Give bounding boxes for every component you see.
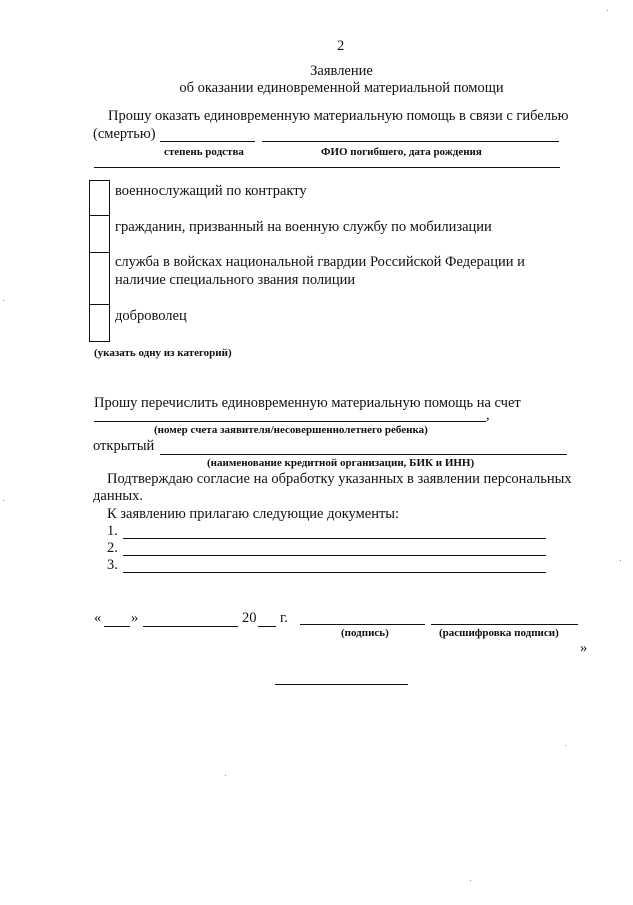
document-item-field-2[interactable] [123, 555, 546, 556]
signature-hint: (подпись) [341, 627, 389, 639]
scan-speck [565, 745, 566, 746]
document-item-number-2: 2. [107, 540, 118, 556]
page-number: 2 [337, 38, 345, 54]
documents-intro: К заявлению прилагаю следующие документы: [107, 506, 400, 522]
bank-details-hint: (наименование кредитной организации, БИК и ИНН) [207, 457, 475, 469]
document-title: Заявление [310, 63, 373, 79]
date-close-quote: » [131, 610, 139, 626]
category-label-volunteer: доброволец [115, 308, 187, 324]
year-field[interactable] [258, 626, 276, 627]
category-checkbox-column [89, 180, 109, 340]
document-item-number-1: 1. [107, 523, 118, 539]
categories-note: (указать одну из категорий) [94, 347, 232, 359]
category-label-mobilized: гражданин, призванный на военную службу по мобилизации [115, 219, 492, 235]
end-of-document-rule [275, 684, 408, 685]
date-open-quote: « [94, 610, 102, 626]
request-text-prefix: (смертью) [93, 126, 156, 142]
consent-text-line2: данных. [93, 488, 143, 504]
category-label-guard-line1: служба в войсках национальной гвардии Российской Федерации и [115, 254, 525, 270]
checkbox-national-guard[interactable] [89, 252, 110, 306]
request-text-line1: Прошу оказать единовременную материальную помощь в связи с гибелью [108, 108, 569, 124]
transfer-text-line1: Прошу перечислить единовременную материальную помощь на счет [94, 395, 521, 411]
category-label-contract: военнослужащий по контракту [115, 183, 307, 199]
category-label-guard-line2: наличие специального звания полиции [115, 272, 356, 288]
consent-text-line1: Подтверждаю согласие на обработку указанных в заявлении персональных [107, 471, 572, 487]
document-item-field-1[interactable] [123, 538, 546, 539]
request-continuation-field[interactable] [94, 167, 560, 168]
scan-speck [470, 880, 471, 881]
opened-label: открытый [93, 438, 155, 454]
signature-field[interactable] [300, 624, 425, 625]
account-comma: , [486, 407, 490, 423]
scan-speck [3, 500, 4, 501]
deceased-name-field[interactable] [262, 141, 559, 142]
account-number-field[interactable] [94, 421, 486, 422]
year-prefix: 20 [242, 610, 257, 626]
year-suffix: г. [280, 610, 288, 626]
checkbox-contract-serviceman[interactable] [89, 180, 110, 217]
scan-speck [607, 10, 608, 11]
relation-hint: степень родства [164, 146, 244, 158]
scan-speck [3, 300, 4, 301]
month-field[interactable] [143, 626, 238, 627]
document-item-field-3[interactable] [123, 572, 546, 573]
deceased-name-hint: ФИО погибшего, дата рождения [321, 146, 482, 158]
document-subtitle: об оказании единовременной материальной помощи [179, 80, 504, 96]
signature-decode-hint: (расшифровка подписи) [439, 627, 559, 639]
checkbox-mobilized-citizen[interactable] [89, 215, 110, 254]
signature-decode-field[interactable] [431, 624, 578, 625]
checkbox-volunteer[interactable] [89, 304, 110, 342]
account-number-hint: (номер счета заявителя/несовершеннолетнего ребенка) [154, 424, 428, 436]
relation-field[interactable] [160, 141, 255, 142]
document-item-number-3: 3. [107, 557, 118, 573]
closing-quote: » [580, 640, 588, 656]
scan-speck [620, 560, 621, 561]
scan-speck [225, 775, 226, 776]
bank-details-field[interactable] [160, 454, 567, 455]
day-field[interactable] [104, 626, 130, 627]
